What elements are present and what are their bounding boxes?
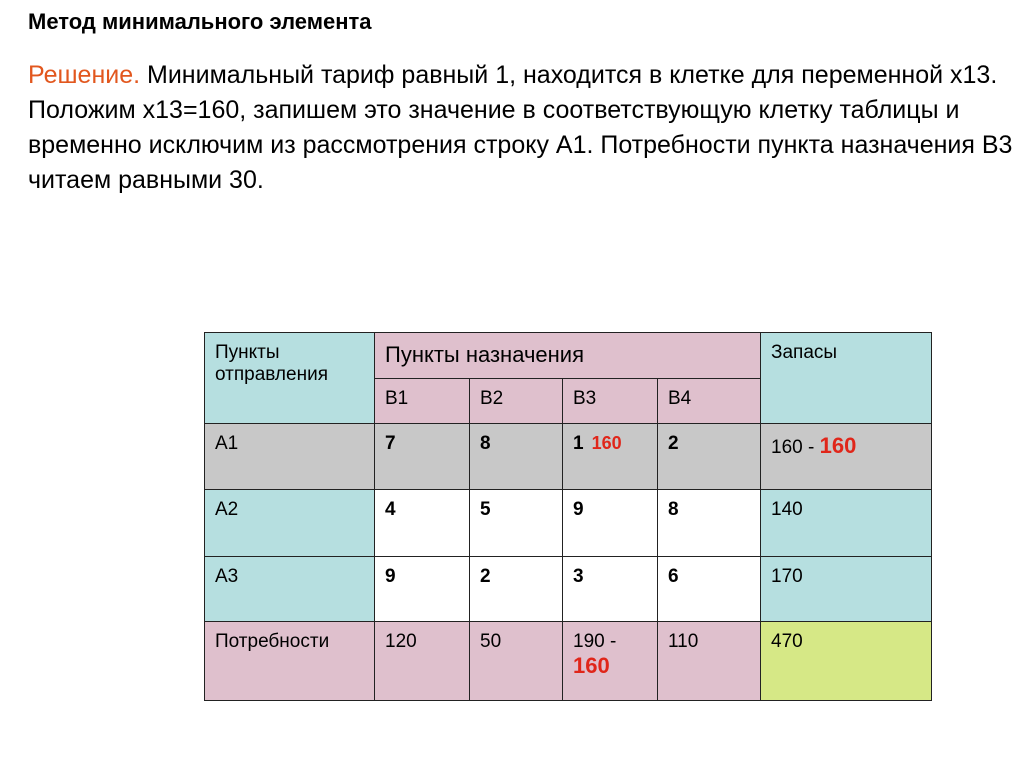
supply-header: Запасы xyxy=(761,333,932,424)
cost-a3-b1: 9 xyxy=(375,557,470,622)
demand-b3-value: 190 - xyxy=(573,631,617,652)
solution-text: Минимальный тариф равный 1, находится в клетке для переменной x13. Положим x13=160, запишем это значение в соответствующую клетку таблицы и временно исключим из рассмотрения строку А1. Потребности пункта назначения В3 читаем равными 30. xyxy=(28,61,1013,194)
row-a1-label: А1 xyxy=(205,424,375,490)
dest-b4-header: В4 xyxy=(658,379,761,424)
row-a2-label: А2 xyxy=(205,490,375,557)
supply-a2: 140 xyxy=(761,490,932,557)
cost-a1-b2: 8 xyxy=(470,424,563,490)
solution-paragraph xyxy=(28,58,1018,198)
cost-a1-b1: 7 xyxy=(375,424,470,490)
cost-a3-b4: 6 xyxy=(658,557,761,622)
slide-title: Метод минимального элемента xyxy=(28,9,372,34)
cost-a2-b2: 5 xyxy=(470,490,563,557)
supply-a1 xyxy=(761,424,932,490)
transport-table xyxy=(204,332,932,701)
supply-a1-value: 160 - xyxy=(771,437,815,458)
demand-b4: 110 xyxy=(658,622,761,701)
row-a3-label: А3 xyxy=(205,557,375,622)
dest-b3-header: В3 xyxy=(563,379,658,424)
demand-b3-minus: 160 xyxy=(573,653,610,678)
dest-b1-header: В1 xyxy=(375,379,470,424)
cost-a2-b4: 8 xyxy=(658,490,761,557)
demand-b2: 50 xyxy=(470,622,563,701)
cost-a3-b3: 3 xyxy=(563,557,658,622)
origin-header: Пункты отправления xyxy=(205,333,375,424)
demand-label: Потребности xyxy=(205,622,375,701)
destinations-header: Пункты назначения xyxy=(375,333,761,379)
total-demand: 470 xyxy=(761,622,932,701)
dest-b2-header: В2 xyxy=(470,379,563,424)
allocation-x13: 160 xyxy=(591,433,622,453)
demand-b3 xyxy=(563,622,658,701)
solution-lead: Решение. xyxy=(28,61,141,89)
cost-a1-b4: 2 xyxy=(658,424,761,490)
demand-b1: 120 xyxy=(375,622,470,701)
cost-a1-b3: 1 xyxy=(573,433,584,454)
cost-a2-b3: 9 xyxy=(563,490,658,557)
cell-a1-b3 xyxy=(563,424,658,490)
supply-a3: 170 xyxy=(761,557,932,622)
cost-a2-b1: 4 xyxy=(375,490,470,557)
cost-a3-b2: 2 xyxy=(470,557,563,622)
supply-a1-minus: 160 xyxy=(819,433,857,458)
